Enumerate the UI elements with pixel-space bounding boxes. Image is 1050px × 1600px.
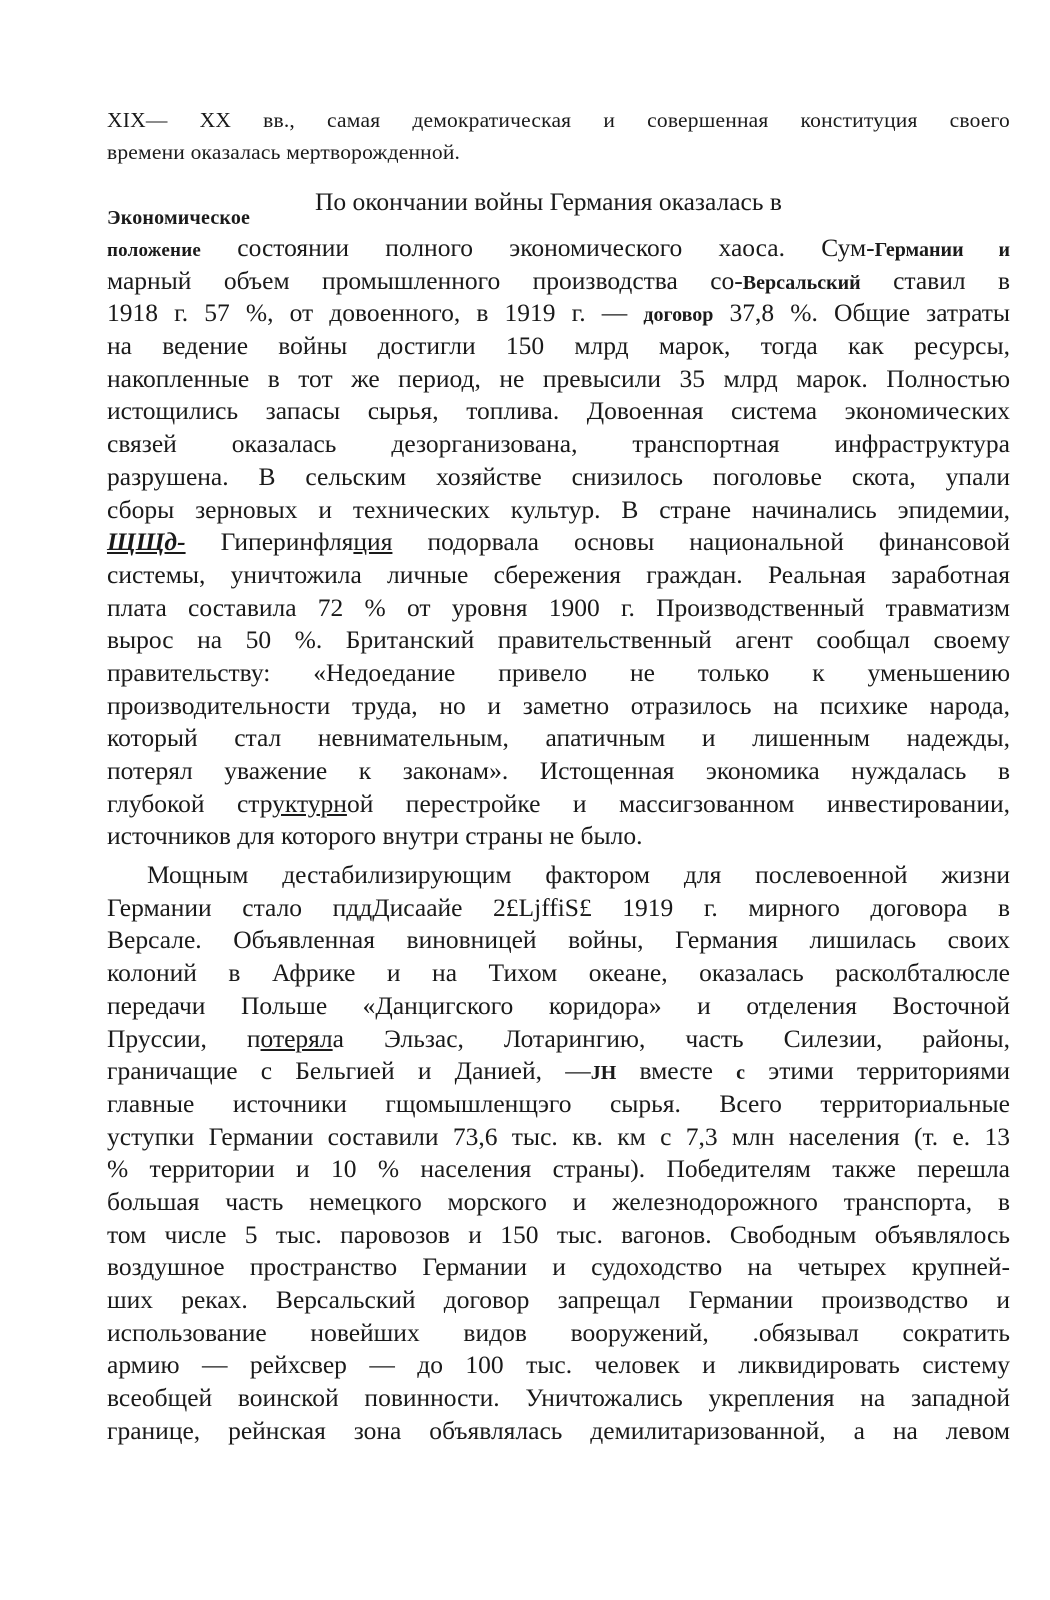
text-line: сборы зерновых и технических культур. В стране начинались эпидемии, <box>107 494 1010 524</box>
text-line: ших реках. Версальский договор запрещал Германии производство и <box>107 1285 1010 1314</box>
text-line: передачи Польше «Данцигского коридора» и отделения Восточной <box>107 990 1010 1020</box>
text-line: который стал невнимательным, апатичным и лишенным надежды, <box>107 723 1010 753</box>
text-line: связей оказалась дезорганизована, транспортная инфраструктура <box>107 429 1010 459</box>
margin-heading-position: положение <box>107 240 201 261</box>
text-line: граничащие с Бельгией и Данией, —JH вместе с этими территориями <box>107 1056 1011 1086</box>
text-line: Пруссии, потеряла Эльзас, Лотарингию, часть Силезии, районы, <box>107 1023 1010 1053</box>
text-line: накопленные в тот же период, не превысили 35 млрд марок. Полностью <box>107 363 1010 393</box>
text-line: уступки Германии составили 73,6 тыс. кв. км с 7,3 млн населения (т. е. 13 <box>107 1121 1010 1151</box>
text-line: XIX— XX вв., самая демократическая и совершенная конституция своего <box>107 108 1010 132</box>
text-line: системы, уничтожила личные сбережения граждан. Реальная заработная <box>107 559 1010 589</box>
main-text <box>107 186 1010 1447</box>
text-line: воздушное пространство Германии и судоходство на четырех крупней- <box>107 1252 1010 1282</box>
margin-note-versailles: Версальский <box>742 271 861 294</box>
text-line: армию — рейхсвер — до 100 тыс. человек и ликвидировать систему <box>107 1350 1010 1380</box>
text-line: том числе 5 тыс. паровозов и 150 тыс. вагонов. Свободным объявлялось <box>107 1219 1010 1249</box>
text-line: границе, рейнская зона объявлялась демилитаризованной, а на левом <box>107 1415 1010 1445</box>
text-line: на ведение войны достигли 150 млрд марок, тогда как ресурсы, <box>107 331 1010 361</box>
text-line: производительности труда, но и заметно отразилось на психике народа, <box>107 690 1010 720</box>
text-line: Версале. Объявленная виновницей войны, Германия лишилась своих <box>107 925 1010 955</box>
text-line: ЩЩд- Гиперинфляция подорвала основы национальной финансовой <box>107 527 1011 557</box>
text-line: вырос на 50 %. Британский правительственный агент сообщал своему <box>107 625 1010 655</box>
intro-paragraph <box>107 104 1010 168</box>
margin-scribble: ЩЩд- <box>107 527 186 557</box>
text-line: глубокой структурной перестройке и массигзованном инвестировании, <box>107 788 1010 818</box>
text-line: 1918 г. 57 %, от довоенного, в 1919 г. — договор 37,8 %. Общие затраты <box>107 298 1011 328</box>
text-line: колоний в Африке и на Тихом океане, оказалась расколбталюсле <box>107 958 1010 988</box>
section-head-line <box>107 186 1010 232</box>
margin-note-germany: Германии и <box>874 239 1010 261</box>
text-line: плата составила 72 % от уровня 1900 г. Производственный травматизм <box>107 592 1010 622</box>
text-line: Мощным дестабилизирующим фактором для послевоенной жизни <box>147 860 1010 890</box>
text-line: положение состоянии полного экономического хаоса. Сум-Германии и <box>107 233 1010 262</box>
text-line: Германии стало пддДисаайе 2£LjffiS£ 1919 г. мирного договора в <box>107 892 1010 922</box>
margin-heading-economy: Экономическое <box>107 207 251 229</box>
text-line: потерял уважение к законам». Истощенная экономика нуждалась в <box>107 756 1010 785</box>
text-line: большая часть немецкого морского и железнодорожного транспорта, в <box>107 1186 1010 1216</box>
text-line: % территории и 10 % населения страны). Победителям также перешла <box>107 1154 1010 1184</box>
text-line: правительству: «Недоедание привело не только к уменьшению <box>107 657 1010 687</box>
margin-note-treaty: договор <box>643 304 714 327</box>
text-line: источников для которого внутри страны не было. <box>107 821 643 851</box>
text-line: использование новейших видов вооружений, .обязывал сократить <box>107 1317 1010 1347</box>
text-line: марный объем промышленного производства со-Версальский ставил в <box>107 265 1011 295</box>
text-line: времени оказалась мертворожденной. <box>107 140 461 164</box>
text-line: всеобщей воинской повинности. Уничтожались укрепления на западной <box>107 1383 1010 1413</box>
text-line: разрушена. В сельским хозяйстве снизилось поголовье скота, упали <box>107 461 1010 491</box>
text-line: По окончании войны Германия оказалась в <box>315 187 782 216</box>
text-line: истощились запасы сырья, топлива. Довоенная система экономических <box>107 396 1010 426</box>
document-page <box>107 0 1010 1600</box>
text-line: главные источники гщомышленщэго сырья. Всего территориальные <box>107 1088 1010 1118</box>
